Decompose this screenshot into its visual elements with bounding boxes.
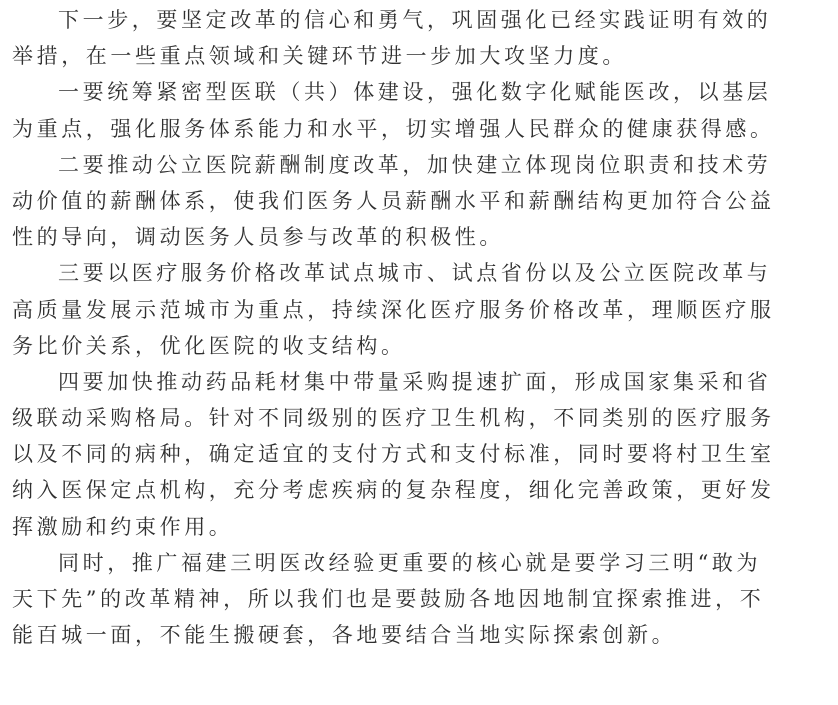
text-line: 挥激励和约束作用。 <box>12 514 234 539</box>
text-line: 三要以医疗服务价格改革试点城市、试点省份以及公立医院改革与 <box>58 261 772 286</box>
text-line: 务比价关系，优化医院的收支结构。 <box>12 333 406 358</box>
text-line: 以及不同的病种，确定适宜的支付方式和支付标准，同时要将村卫生室 <box>12 442 775 467</box>
text-line: 举措，在一些重点领域和关键环节进一步加大攻坚力度。 <box>12 44 627 69</box>
text-line: 动价值的薪酬体系，使我们医务人员薪酬水平和薪酬结构更加符合公益 <box>12 188 775 213</box>
text-line: 纳入医保定点机构，充分考虑疾病的复杂程度，细化完善政策，更好发 <box>12 478 775 503</box>
text-line: 级联动采购格局。针对不同级别的医疗卫生机构，不同类别的医疗服务 <box>12 406 775 431</box>
text-line: 能百城一面，不能生搬硬套，各地要结合当地实际探索创新。 <box>12 623 677 648</box>
text-line: 二要推动公立医院薪酬制度改革，加快建立体现岗位职责和技术劳 <box>58 152 772 177</box>
text-line: 下一步，要坚定改革的信心和勇气，巩固强化已经实践证明有效的 <box>58 8 772 32</box>
text-line: 为重点，强化服务体系能力和水平，切实增强人民群众的健康获得感。 <box>12 116 775 141</box>
document-body <box>12 2 832 653</box>
text-line: 性的导向，调动医务人员参与改革的积极性。 <box>12 225 504 250</box>
text-line: 高质量发展示范城市为重点，持续深化医疗服务价格改革，理顺医疗服 <box>12 297 775 322</box>
text-line: 一要统筹紧密型医联（共）体建设，强化数字化赋能医改，以基层 <box>58 80 772 105</box>
text-line: 同时，推广福建三明医改经验更重要的核心就是要学习三明“敢为 <box>58 550 762 575</box>
text-line: 天下先”的改革精神，所以我们也是要鼓励各地因地制宜探索推进，不 <box>12 587 765 611</box>
text-line: 四要加快推动药品耗材集中带量采购提速扩面，形成国家集采和省 <box>58 369 772 394</box>
